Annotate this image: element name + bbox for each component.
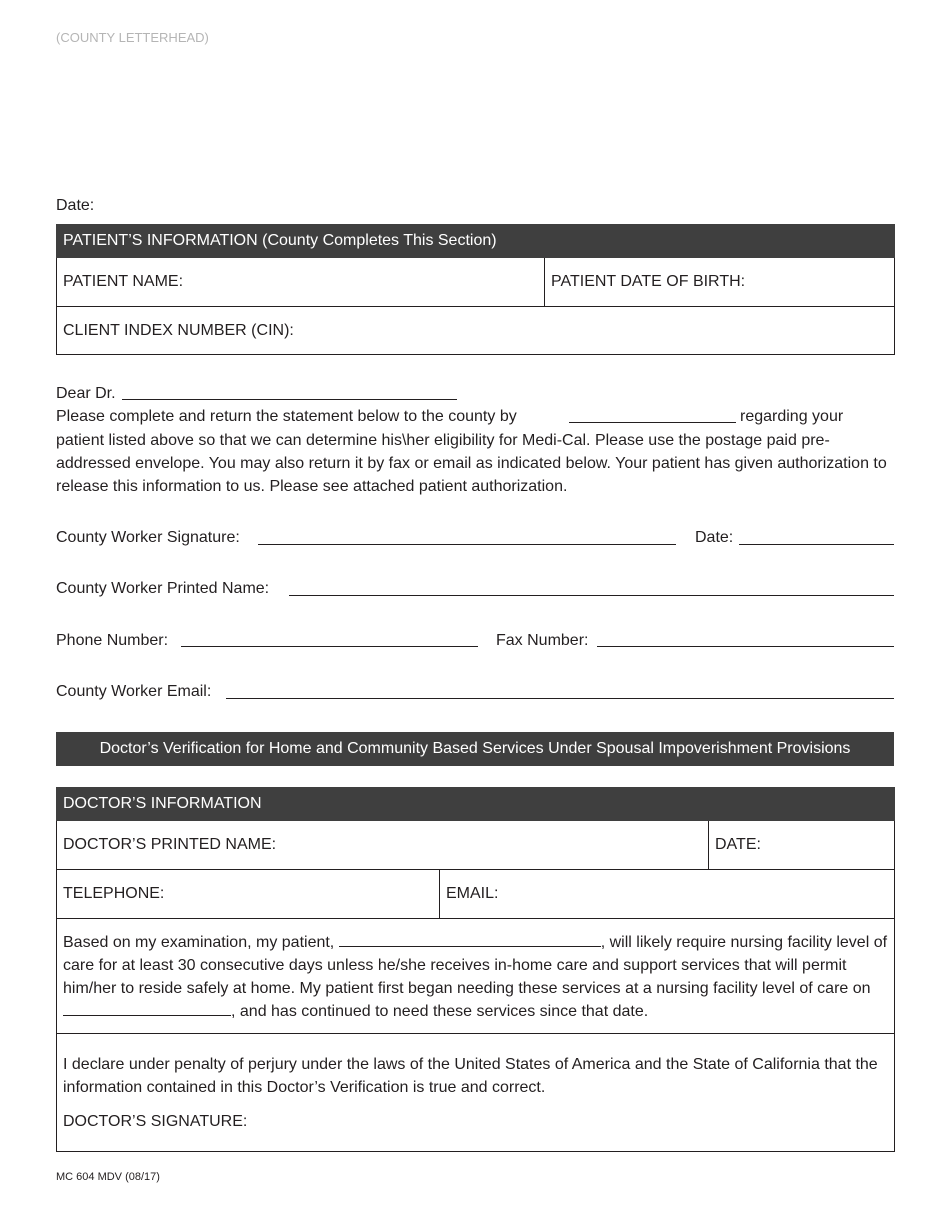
doctor-date-field[interactable]: DATE: <box>709 821 895 870</box>
county-worker-printed-name-label: County Worker Printed Name: <box>56 580 270 597</box>
date-label: Date: <box>56 197 95 214</box>
letter-body-rest: patient listed above so that we can determine his\her eligibility for Medi-Cal. Please use the postage paid pre-addressed envelope. You may also return it by fax or email as indicated below. Your patient has given authorization to release this information to us. Please see attached patient authorization. <box>56 432 887 495</box>
declaration-cell <box>57 1034 895 1152</box>
county-worker-signature-line[interactable] <box>258 544 676 545</box>
patient-info-table <box>56 224 895 355</box>
exam-text-part3: , and has continued to need these services since that date. <box>231 1003 649 1020</box>
patient-name-blank[interactable] <box>339 945 601 947</box>
patient-name-field[interactable]: PATIENT NAME: <box>57 258 545 307</box>
exam-text-part2: , will likely require nursing facility level of care for at least 30 consecutive days unless he/she receives in-home care and support services that will permit him/her to reside safely at home. My patient first began needing these services at a nursing facility level of care on <box>63 934 888 997</box>
return-date-blank[interactable] <box>569 422 736 423</box>
patient-dob-field[interactable]: PATIENT DATE OF BIRTH: <box>545 258 895 307</box>
doctor-printed-name-field[interactable]: DOCTOR’S PRINTED NAME: <box>57 821 709 870</box>
county-worker-email-label: County Worker Email: <box>56 683 212 700</box>
letter-body-start: Please complete and return the statement below to the county by <box>56 408 517 425</box>
doctor-email-field[interactable]: EMAIL: <box>440 870 895 919</box>
phone-number-line[interactable] <box>181 646 478 647</box>
doctor-verification-banner: Doctor’s Verification for Home and Community Based Services Under Spousal Impoverishment Provisions <box>56 732 894 766</box>
letter-body-after-blank: regarding your <box>740 408 844 425</box>
perjury-declaration: I declare under penalty of perjury under the laws of the United States of America and the State of California that the information contained in this Doctor’s Verification is true and correct. <box>63 1056 878 1096</box>
county-worker-date-label: Date: <box>695 529 734 546</box>
doctor-signature-field[interactable]: DOCTOR’S SIGNATURE: <box>63 1113 248 1130</box>
patient-cin-field[interactable]: CLIENT INDEX NUMBER (CIN): <box>57 307 895 355</box>
form-number: MC 604 MDV (08/17) <box>56 1171 160 1183</box>
doctor-telephone-field[interactable]: TELEPHONE: <box>57 870 440 919</box>
fax-number-label: Fax Number: <box>496 632 589 649</box>
phone-number-label: Phone Number: <box>56 632 169 649</box>
patient-info-header: PATIENT’S INFORMATION (County Completes This Section) <box>57 225 895 258</box>
salutation: Dear Dr. <box>56 385 116 402</box>
doctor-info-table <box>56 787 895 1152</box>
fax-number-line[interactable] <box>597 646 894 647</box>
county-worker-date-line[interactable] <box>739 544 894 545</box>
doctor-name-blank[interactable] <box>122 399 457 400</box>
doctor-info-header: DOCTOR’S INFORMATION <box>57 788 895 821</box>
county-letterhead: (COUNTY LETTERHEAD) <box>56 30 209 45</box>
exam-text-part1: Based on my examination, my patient, <box>63 934 335 951</box>
care-start-date-blank[interactable] <box>63 1014 231 1016</box>
county-worker-signature-label: County Worker Signature: <box>56 529 240 546</box>
county-worker-email-line[interactable] <box>226 698 894 699</box>
county-worker-printed-name-line[interactable] <box>289 595 894 596</box>
examination-statement <box>57 919 895 1034</box>
